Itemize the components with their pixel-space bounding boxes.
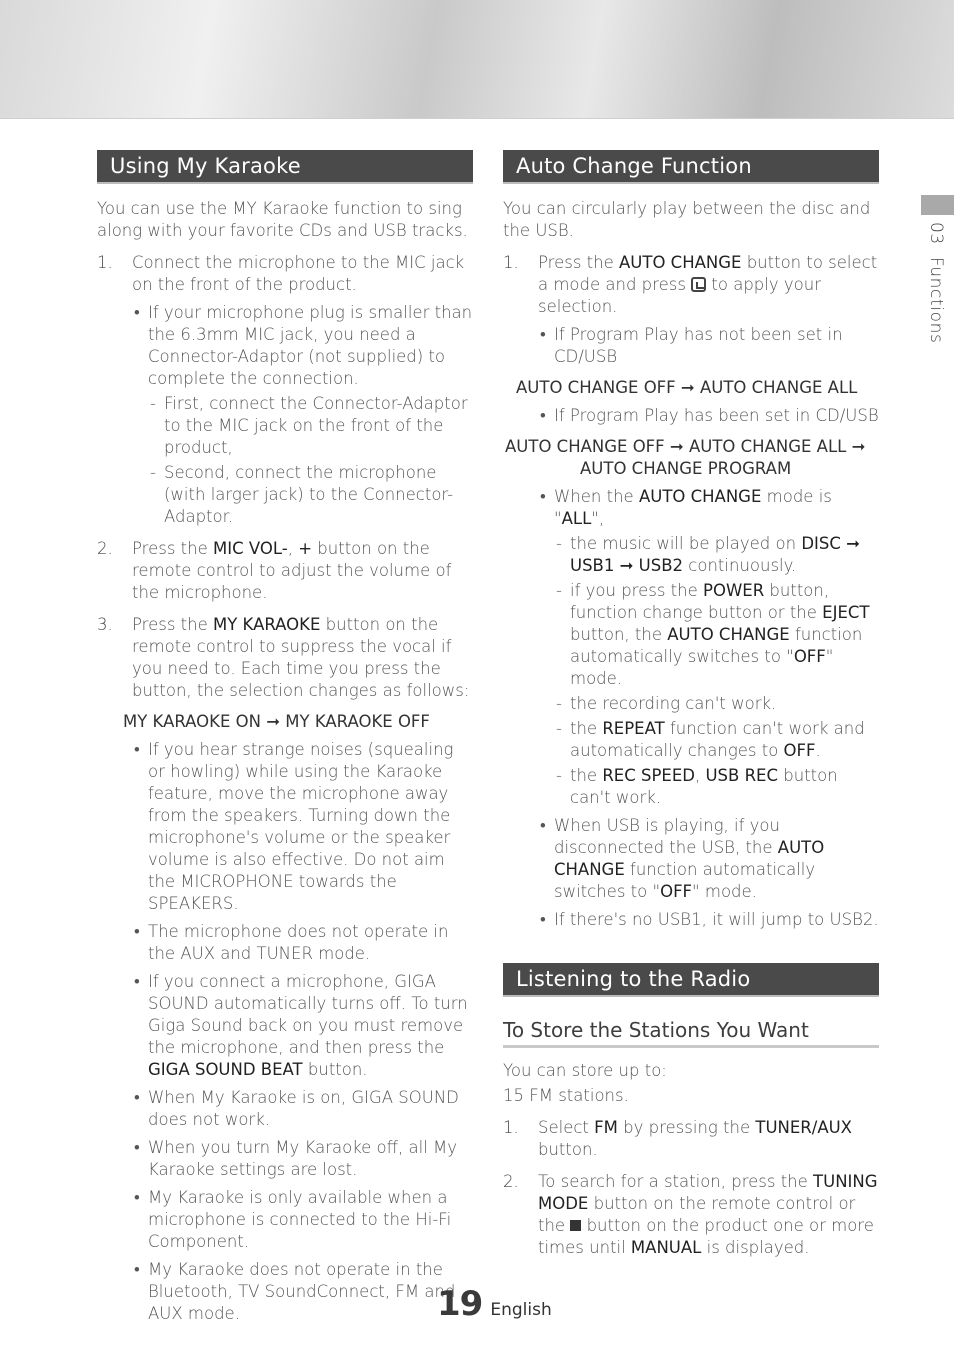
radio-line-2: 15 FM stations. — [503, 1086, 629, 1105]
radio-step-1 — [503, 1117, 879, 1161]
auto-change-intro: You can circularly play between the disc and the USB. — [503, 199, 871, 240]
karaoke-step-1 — [97, 252, 473, 528]
bullet-note: • If your microphone plug is smaller than the 6.3mm MIC jack, you need a Connector-Adaptor (not supplied) to complete the connection. — [132, 302, 473, 390]
karaoke-heading: Using My Karaoke — [97, 150, 473, 184]
stop-icon — [570, 1220, 581, 1231]
step-number: 1. — [503, 253, 519, 272]
dash-note: - the music will be played on DISC ➞ USB1 ➞ USB2 continuously. — [554, 533, 879, 577]
bullet-note: • If you hear strange noises (squealing or howling) while using the Karaoke feature, move the microphone away from the speakers. Turning down the microphone's volume or the speaker volume is also effective. Do not aim the MICROPHONE towards the SPEAKERS. — [132, 739, 473, 915]
dash-note: - Second, connect the microphone (with larger jack) to the Connector-Adaptor. — [148, 462, 473, 528]
step-number: 3. — [97, 615, 113, 634]
step-number: 2. — [97, 539, 113, 558]
karaoke-step-2 — [97, 538, 473, 604]
header-banner — [0, 0, 954, 119]
bullet-note: • My Karaoke is only available when a microphone is connected to the Hi-Fi Component. — [132, 1187, 473, 1253]
dash-note: - the REPEAT function can't work and automatically changes to OFF. — [554, 718, 879, 762]
dash-note: - the recording can't work. — [554, 693, 879, 715]
step-text: Select FM by pressing the TUNER/AUX button. — [538, 1118, 852, 1159]
auto-change-flow-2: AUTO CHANGE OFF ➞ AUTO CHANGE ALL ➞ — [505, 437, 866, 456]
page-number: 19 — [437, 1284, 483, 1324]
karaoke-mode-flow: MY KARAOKE ON ➞ MY KARAOKE OFF — [123, 712, 430, 731]
auto-change-flow-1: AUTO CHANGE OFF ➞ AUTO CHANGE ALL — [516, 378, 858, 397]
karaoke-step-3 — [97, 614, 473, 702]
step-text: Press the MY KARAOKE button on the remote control to suppress the vocal if you need to. Each time you press the button, the selection changes as follows: — [132, 615, 470, 700]
bullet-note: • If there's no USB1, it will jump to USB2. — [538, 909, 879, 931]
radio-heading: Listening to the Radio — [503, 963, 879, 997]
karaoke-intro: You can use the MY Karaoke function to sing along with your favorite CDs and USB tracks. — [97, 199, 468, 240]
auto-change-step-1 — [503, 252, 879, 368]
radio-line-1: You can store up to: — [503, 1061, 667, 1080]
dash-note: - the REC SPEED, USB REC button can't work. — [554, 765, 879, 809]
bullet-note: • If Program Play has been set in CD/USB — [538, 405, 879, 427]
bullet-note: • The microphone does not operate in the AUX and TUNER mode. — [132, 921, 473, 965]
step-number: 1. — [97, 253, 113, 272]
radio-step-2 — [503, 1171, 879, 1259]
step-text: Press the AUTO CHANGE button to select a mode and press to apply your selection. — [538, 253, 878, 316]
auto-change-notes — [503, 486, 879, 931]
bullet-note: • If Program Play has not been set in CD/USB — [538, 324, 879, 368]
step-text: To search for a station, press the TUNING MODE button on the remote control or the button on the product one or more times until MANUAL is displayed. — [538, 1172, 878, 1257]
page-language: English — [490, 1300, 552, 1320]
step-number: 2. — [503, 1172, 519, 1191]
bullet-note: • If you connect a microphone, GIGA SOUND automatically turns off. To turn Giga Sound back on you must remove the microphone, and then press the GIGA SOUND BEAT button. — [132, 971, 473, 1081]
karaoke-section — [97, 150, 473, 1325]
karaoke-notes — [97, 739, 473, 1325]
step-number: 1. — [503, 1118, 519, 1137]
bullet-note: • When USB is playing, if you disconnected the USB, the AUTO CHANGE function automatically switches to "OFF" mode. — [538, 815, 879, 903]
auto-change-flow-2-cont: AUTO CHANGE PROGRAM — [580, 459, 792, 478]
bullet-note: • When you turn My Karaoke off, all My Karaoke settings are lost. — [132, 1137, 473, 1181]
radio-subheading: To Store the Stations You Want — [503, 1019, 879, 1048]
auto-change-heading: Auto Change Function — [503, 150, 879, 184]
auto-change-section — [503, 150, 879, 1259]
step-text: Press the MIC VOL-, + button on the remote control to adjust the volume of the microphone. — [132, 539, 452, 602]
dash-note: - First, connect the Connector-Adaptor to the MIC jack on the front of the product, — [148, 393, 473, 459]
chapter-tab-marker — [921, 195, 954, 215]
bullet-note: • When the AUTO CHANGE mode is "ALL", — [538, 486, 879, 530]
dash-note: - if you press the POWER button, function change button or the EJECT button, the AUTO CHANGE function automatically switches to "OFF" mode. — [554, 580, 879, 690]
step-text: Connect the microphone to the MIC jack on the front of the product. — [132, 253, 465, 294]
page-footer — [437, 1284, 552, 1324]
enter-icon — [691, 277, 706, 292]
chapter-tab-label: 03 Functions — [926, 222, 946, 344]
bullet-note: • When My Karaoke is on, GIGA SOUND does not work. — [132, 1087, 473, 1131]
bullet-note: • My Karaoke does not operate in the Bluetooth, TV SoundConnect, FM and AUX mode. — [132, 1259, 473, 1325]
